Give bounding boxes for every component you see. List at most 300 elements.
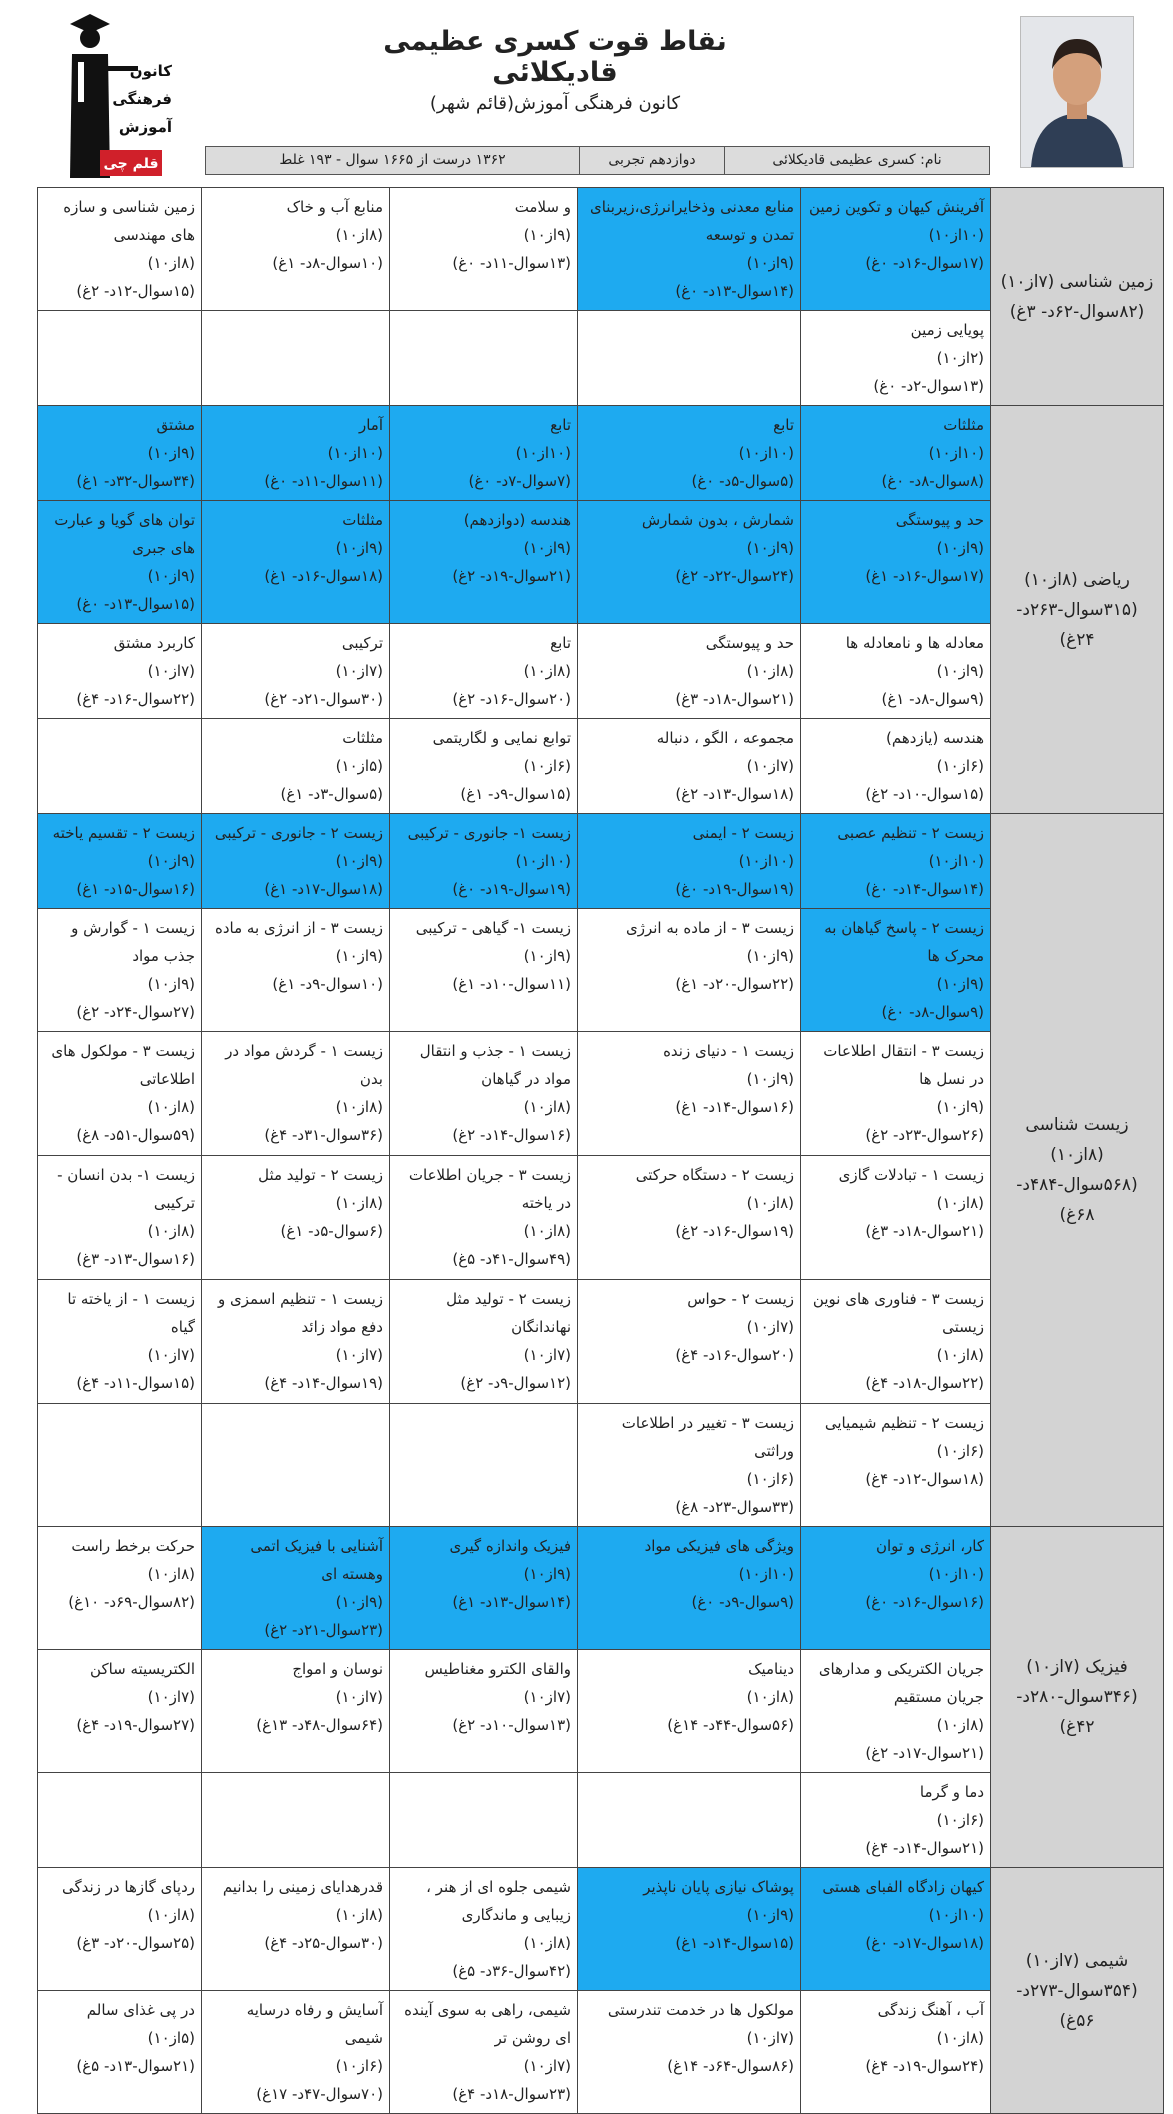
topic-stats: (۱۵سوال-۱۳د- ۰غ) — [76, 595, 195, 613]
topic-stats: (۲۳سوال-۱۸د- ۴غ) — [452, 2085, 571, 2103]
topic-name: شمارش ، بدون شمارش — [641, 511, 794, 529]
topic-name: مثلثات — [943, 416, 984, 434]
topic-cell — [202, 1650, 390, 1773]
topic-name: شیمی، راهی به سوی آینده ای روشن تر — [404, 2001, 571, 2047]
topic-stats: (۱۴سوال-۱۳د- ۰غ) — [675, 282, 794, 300]
topic-score: (۶از۱۰) — [936, 1442, 984, 1460]
topic-name: زیست ۱ - دنیای زنده — [663, 1042, 794, 1060]
topic-name: زیست ۱ - از یاخته تا گیاه — [67, 1290, 195, 1336]
logo-line2: فرهنگی — [112, 90, 172, 108]
topic-stats: (۲۲سوال-۲۰د- ۱غ) — [675, 975, 794, 993]
topic-cell — [578, 624, 801, 719]
topic-name: زیست ۲ - تنظیم عصبی — [837, 824, 984, 842]
topic-name: توابع نمایی و لگاریتمی — [432, 729, 571, 747]
topic-stats: (۲۷سوال-۲۴د- ۲غ) — [76, 1003, 195, 1021]
table-row — [38, 814, 1164, 909]
topic-cell — [801, 624, 991, 719]
topic-name: زیست ۲ - پاسخ گیاهان به محرک ها — [824, 919, 984, 965]
topic-stats: (۲۰سوال-۱۶د- ۲غ) — [452, 690, 571, 708]
topic-stats: (۲۲سوال-۱۸د- ۴غ) — [865, 1374, 984, 1392]
topic-cell — [801, 814, 991, 909]
topic-score: (۸از۱۰) — [147, 1222, 195, 1240]
topic-name: فیزیک واندازه گیری — [449, 1537, 571, 1555]
topic-score: (۹از۱۰) — [746, 539, 794, 557]
topic-stats: (۲۱سوال-۱۸د- ۳غ) — [865, 1222, 984, 1240]
topic-score: (۹از۱۰) — [147, 567, 195, 585]
topic-cell — [202, 814, 390, 909]
topic-name: نوسان و امواج — [292, 1660, 383, 1678]
topic-name: دینامیک — [748, 1660, 794, 1678]
topic-score: (۹از۱۰) — [335, 852, 383, 870]
topic-stats: (۲۱سوال-۱۹د- ۲غ) — [452, 567, 571, 585]
topic-cell — [390, 624, 578, 719]
topic-stats: (۵سوال-۳د- ۱غ) — [280, 785, 383, 803]
topic-score: (۸از۱۰) — [746, 1688, 794, 1706]
topic-stats: (۱۴سوال-۱۴د- ۰غ) — [865, 880, 984, 898]
empty-cell — [202, 1773, 390, 1868]
topic-stats: (۱۶سوال-۱۶د- ۰غ) — [865, 1593, 984, 1611]
topic-stats: (۱۶سوال-۱۳د- ۳غ) — [76, 1250, 195, 1268]
topic-cell — [38, 1650, 202, 1773]
topic-score: (۹از۱۰) — [147, 975, 195, 993]
topic-name: توان های گویا و عبارت های جبری — [54, 511, 195, 557]
topic-cell — [38, 1156, 202, 1280]
topic-cell — [578, 719, 801, 814]
topic-score: (۷از۱۰) — [746, 2029, 794, 2047]
topic-stats: (۲۶سوال-۲۳د- ۲غ) — [865, 1126, 984, 1144]
topic-cell — [390, 1156, 578, 1280]
empty-cell — [390, 311, 578, 406]
topic-name: زیست ۳ - از انرژی به ماده — [215, 919, 383, 937]
topic-score: (۸از۱۰) — [936, 1194, 984, 1212]
topic-stats: (۱۰سوال-۸د- ۱غ) — [272, 254, 383, 272]
topic-name: و سلامت — [514, 198, 571, 216]
topic-name: مجموعه ، الگو ، دنباله — [656, 729, 794, 747]
topic-cell — [38, 1032, 202, 1156]
strengths-table — [37, 187, 1164, 2114]
topic-score: (۹از۱۰) — [523, 539, 571, 557]
empty-cell — [38, 311, 202, 406]
subtitle: کانون فرهنگی آموزش(قائم شهر) — [429, 93, 681, 114]
topic-score: (۷از۱۰) — [523, 1346, 571, 1364]
topic-cell — [202, 1527, 390, 1650]
topic-cell — [578, 1280, 801, 1404]
topic-cell — [390, 406, 578, 501]
topic-score: (۸از۱۰) — [523, 1934, 571, 1952]
topic-stats: (۱۹سوال-۱۴د- ۴غ) — [264, 1374, 383, 1392]
topic-cell — [38, 814, 202, 909]
student-portrait-icon — [1021, 17, 1133, 167]
topic-score: (۹از۱۰) — [936, 539, 984, 557]
topic-score: (۸از۱۰) — [335, 1906, 383, 1924]
topic-stats: (۵سوال-۵د- ۰غ) — [691, 472, 794, 490]
topic-name: مولکول ها در خدمت تندرستی — [607, 2001, 794, 2019]
topic-name: زیست ۱ - جذب و انتقال مواد در گیاهان — [419, 1042, 571, 1088]
topic-score: (۹از۱۰) — [746, 254, 794, 272]
topic-score: (۹از۱۰) — [936, 975, 984, 993]
topic-cell — [801, 909, 991, 1032]
topic-name: والقای الکترو مغناطیس — [424, 1660, 571, 1678]
topic-stats: (۲۷سوال-۱۹د- ۴غ) — [76, 1716, 195, 1734]
topic-name: الکتریسیته ساکن — [90, 1660, 195, 1678]
topic-name: زیست ۲ - تولید مثل نهاندانگان — [446, 1290, 571, 1336]
topic-stats: (۱۷سوال-۱۶د- ۰غ) — [865, 254, 984, 272]
topic-score: (۹از۱۰) — [746, 947, 794, 965]
topic-score: (۲از۱۰) — [936, 349, 984, 367]
topic-score: (۹از۱۰) — [147, 444, 195, 462]
topic-score: (۸از۱۰) — [147, 1906, 195, 1924]
topic-score: (۵از۱۰) — [335, 757, 383, 775]
topic-score: (۶از۱۰) — [936, 1811, 984, 1829]
topic-cell — [38, 624, 202, 719]
topic-cell — [390, 1650, 578, 1773]
topic-cell — [390, 1991, 578, 2114]
topic-stats: (۴۹سوال-۴۱د- ۵غ) — [452, 1250, 571, 1268]
topic-score: (۹از۱۰) — [523, 947, 571, 965]
table-row — [38, 1868, 1164, 1991]
topic-stats: (۱۵سوال-۱۲د- ۲غ) — [76, 282, 195, 300]
topic-name: زیست ۱ - گردش مواد در بدن — [225, 1042, 383, 1088]
topic-stats: (۱۱سوال-۱۰د- ۱غ) — [452, 975, 571, 993]
topic-cell — [578, 1527, 801, 1650]
topic-score: (۹از۱۰) — [523, 1565, 571, 1583]
topic-stats: (۱۵سوال-۱۰د- ۲غ) — [865, 785, 984, 803]
subject-cell: فیزیک (۷از۱۰) (۳۴۶سوال-۲۸۰د- ۴۲غ) — [991, 1527, 1164, 1868]
report-header — [0, 0, 1173, 180]
topic-score: (۱۰از۱۰) — [515, 444, 571, 462]
topic-score: (۸از۱۰) — [335, 226, 383, 244]
topic-score: (۷از۱۰) — [147, 1688, 195, 1706]
topic-score: (۱۰از۱۰) — [928, 852, 984, 870]
topic-score: (۱۰از۱۰) — [738, 1565, 794, 1583]
topic-stats: (۸۲سوال-۶۹د- ۱۰غ) — [68, 1593, 195, 1611]
empty-cell — [578, 1773, 801, 1868]
topic-name: ویژگی های فیزیکی مواد — [644, 1537, 794, 1555]
topic-name: حرکت برخط راست — [71, 1537, 195, 1555]
topic-cell — [801, 719, 991, 814]
topic-cell — [202, 719, 390, 814]
topic-score: (۱۰از۱۰) — [928, 1906, 984, 1924]
empty-cell — [578, 311, 801, 406]
topic-cell — [578, 1650, 801, 1773]
topic-name: زیست ۳ - جریان اطلاعات در یاخته — [408, 1166, 571, 1212]
topic-cell — [578, 1404, 801, 1527]
topic-name: هندسه (دوازدهم) — [463, 511, 571, 529]
topic-score: (۷از۱۰) — [335, 1346, 383, 1364]
student-info-bar — [205, 146, 990, 175]
topic-stats: (۱۹سوال-۱۹د- ۰غ) — [675, 880, 794, 898]
topic-stats: (۱۲سوال-۹د- ۲غ) — [460, 1374, 571, 1392]
topic-name: جریان الکتریکی و مدارهای جریان مستقیم — [818, 1660, 984, 1706]
topic-cell — [801, 1280, 991, 1404]
topic-stats: (۱۸سوال-۱۲د- ۴غ) — [865, 1470, 984, 1488]
topic-cell — [801, 1773, 991, 1868]
topic-name: حد و پیوستگی — [895, 511, 984, 529]
topic-cell — [38, 1868, 202, 1991]
topic-cell — [38, 1280, 202, 1404]
topic-stats: (۱۳سوال-۲د- ۰غ) — [873, 377, 984, 395]
topic-stats: (۲۱سوال-۱۸د- ۳غ) — [675, 690, 794, 708]
topic-cell — [801, 1991, 991, 2114]
topic-name: زیست ۲ - تقسیم یاخته — [52, 824, 195, 842]
topic-stats: (۱۱سوال-۱۱د- ۰غ) — [264, 472, 383, 490]
topic-cell — [202, 1868, 390, 1991]
topic-name: زیست ۱- گیاهی - ترکیبی — [415, 919, 571, 937]
subject-cell: زمین شناسی (۷از۱۰) (۸۲سوال-۶۲د- ۳غ) — [991, 188, 1164, 406]
topic-cell — [390, 814, 578, 909]
topic-score: (۷از۱۰) — [147, 662, 195, 680]
topic-stats: (۵۶سوال-۴۴د- ۱۴غ) — [667, 1716, 794, 1734]
topic-name: زیست ۲ - حواس — [687, 1290, 794, 1308]
topic-name: تابع — [550, 634, 571, 652]
topic-cell — [578, 1156, 801, 1280]
topic-score: (۱۰از۱۰) — [738, 444, 794, 462]
topic-stats: (۱۵سوال-۱۱د- ۴غ) — [76, 1374, 195, 1392]
empty-cell — [202, 311, 390, 406]
topic-cell — [202, 1280, 390, 1404]
empty-cell — [390, 1404, 578, 1527]
topic-cell — [801, 501, 991, 624]
topic-score: (۸از۱۰) — [746, 1194, 794, 1212]
topic-cell — [390, 501, 578, 624]
empty-cell — [202, 1404, 390, 1527]
topic-stats: (۲۴سوال-۱۹د- ۴غ) — [865, 2057, 984, 2075]
topic-score: (۱۰از۱۰) — [515, 852, 571, 870]
topic-name: منابع آب و خاک — [286, 198, 383, 216]
topic-score: (۹از۱۰) — [746, 1906, 794, 1924]
student-photo — [1020, 16, 1134, 168]
topic-stats: (۱۸سوال-۱۶د- ۱غ) — [264, 567, 383, 585]
topic-cell — [38, 406, 202, 501]
topic-cell — [38, 188, 202, 311]
topic-name: تابع — [773, 416, 794, 434]
empty-cell — [38, 1404, 202, 1527]
topic-score: (۸از۱۰) — [936, 2029, 984, 2047]
topic-cell — [801, 1868, 991, 1991]
student-name: نام: کسری عظیمی قادیکلائی — [724, 147, 989, 174]
topic-cell — [390, 1868, 578, 1991]
topic-cell — [202, 501, 390, 624]
topic-score: (۹از۱۰) — [746, 1070, 794, 1088]
topic-score: (۱۰از۱۰) — [928, 444, 984, 462]
topic-stats: (۱۶سوال-۱۴د- ۲غ) — [452, 1126, 571, 1144]
topic-score: (۹از۱۰) — [335, 1593, 383, 1611]
topic-score: (۷از۱۰) — [335, 1688, 383, 1706]
topic-cell — [202, 1156, 390, 1280]
topic-score: (۸از۱۰) — [746, 662, 794, 680]
topic-score: (۷از۱۰) — [523, 2057, 571, 2075]
topic-score: (۸از۱۰) — [335, 1194, 383, 1212]
topic-stats: (۷سوال-۷د- ۰غ) — [468, 472, 571, 490]
topic-stats: (۱۸سوال-۱۷د- ۰غ) — [865, 1934, 984, 1952]
topic-stats: (۱۳سوال-۱۰د- ۲غ) — [452, 1716, 571, 1734]
topic-name: در پی غذای سالم — [86, 2001, 195, 2019]
topic-score: (۵از۱۰) — [147, 2029, 195, 2047]
topic-cell — [578, 1032, 801, 1156]
topic-stats: (۱۹سوال-۱۶د- ۲غ) — [675, 1222, 794, 1240]
topic-name: زیست ۱- جانوری - ترکیبی — [407, 824, 571, 842]
topic-cell — [202, 188, 390, 311]
topic-name: هندسه (یازدهم) — [886, 729, 984, 747]
topic-score: (۱۰از۱۰) — [928, 226, 984, 244]
topic-cell — [390, 909, 578, 1032]
empty-cell — [390, 1773, 578, 1868]
topic-name: کیهان زادگاه الفبای هستی — [822, 1878, 984, 1896]
topic-cell — [578, 1868, 801, 1991]
topic-score: (۷از۱۰) — [147, 1346, 195, 1364]
topic-cell — [801, 1156, 991, 1280]
topic-score: (۸از۱۰) — [936, 1346, 984, 1364]
topic-score: (۸از۱۰) — [147, 254, 195, 272]
topic-stats: (۱۰سوال-۹د- ۱غ) — [272, 975, 383, 993]
logo-badge-text: قلم چی — [103, 156, 159, 172]
topic-stats: (۲۵سوال-۲۰د- ۳غ) — [76, 1934, 195, 1952]
topic-name: زیست ۳ - تغییر در اطلاعات وراثتی — [621, 1414, 794, 1460]
empty-cell — [38, 719, 202, 814]
empty-cell — [38, 1773, 202, 1868]
topic-cell — [390, 1032, 578, 1156]
topic-name: زیست ۲ - جانوری - ترکیبی — [214, 824, 383, 842]
topic-stats: (۱۸سوال-۱۷د- ۱غ) — [264, 880, 383, 898]
topic-cell — [38, 501, 202, 624]
topic-cell — [578, 501, 801, 624]
topic-name: زیست ۱ - تبادلات گازی — [838, 1166, 984, 1184]
topic-name: آشنایی با فیزیک اتمی وهسته ای — [250, 1537, 383, 1583]
topic-score: (۷از۱۰) — [523, 1688, 571, 1706]
topic-stats: (۱۸سوال-۱۳د- ۲غ) — [675, 785, 794, 803]
topic-stats: (۱۳سوال-۱۱د- ۰غ) — [452, 254, 571, 272]
topic-score: (۸از۱۰) — [523, 1222, 571, 1240]
topic-stats: (۶سوال-۵د- ۱غ) — [280, 1222, 383, 1240]
topic-name: ردپای گازها در زندگی — [61, 1878, 195, 1896]
student-grade: دوازدهم تجربی — [579, 147, 724, 174]
topic-cell — [38, 909, 202, 1032]
topic-name: کار، انرژی و توان — [875, 1537, 984, 1555]
topic-stats: (۲۲سوال-۱۶د- ۴غ) — [76, 690, 195, 708]
overall-summary: ۱۳۶۲ درست از ۱۶۶۵ سوال - ۱۹۳ غلط — [279, 152, 506, 168]
topic-stats: (۵۹سوال-۵۱د- ۸غ) — [76, 1126, 195, 1144]
topic-stats: (۳۰سوال-۲۵د- ۴غ) — [264, 1934, 383, 1952]
topic-score: (۹از۱۰) — [147, 852, 195, 870]
topic-stats: (۷۰سوال-۴۷د- ۱۷غ) — [256, 2085, 383, 2103]
topic-score: (۶از۱۰) — [936, 757, 984, 775]
topic-stats: (۶۴سوال-۴۸د- ۱۳غ) — [256, 1716, 383, 1734]
topic-stats: (۳۰سوال-۲۱د- ۲غ) — [264, 690, 383, 708]
topic-name: دما و گرما — [919, 1783, 984, 1801]
topic-cell — [202, 909, 390, 1032]
topic-name: مشتق — [156, 416, 195, 434]
topic-cell — [390, 1280, 578, 1404]
topic-cell — [578, 406, 801, 501]
topic-stats: (۴۲سوال-۳۶د- ۵غ) — [452, 1962, 571, 1980]
subject-cell: زیست شناسی (۸از۱۰) (۵۶۸سوال-۴۸۴د- ۶۸غ) — [991, 814, 1164, 1527]
topic-cell — [801, 188, 991, 311]
topic-name: ترکیبی — [341, 634, 383, 652]
topic-stats: (۳۴سوال-۳۲د- ۱غ) — [76, 472, 195, 490]
topic-score: (۸از۱۰) — [523, 662, 571, 680]
topic-name: زیست ۳ - مولکول های اطلاعاتی — [51, 1042, 195, 1088]
topic-name: آسایش و رفاه درسایه شیمی — [246, 2001, 383, 2047]
topic-name: زیست ۱ - تنظیم اسمزی و دفع مواد زائد — [217, 1290, 383, 1336]
topic-name: زیست ۲ - تنظیم شیمیایی — [824, 1414, 984, 1432]
topic-stats: (۱۴سوال-۱۳د- ۱غ) — [452, 1593, 571, 1611]
topic-cell — [390, 188, 578, 311]
topic-name: آمار — [358, 416, 383, 434]
topic-cell — [390, 1527, 578, 1650]
topic-score: (۱۰از۱۰) — [738, 852, 794, 870]
topic-stats: (۹سوال-۸د- ۱غ) — [881, 690, 984, 708]
topic-cell — [578, 909, 801, 1032]
topic-name: مثلثات — [342, 729, 383, 747]
topic-score: (۷از۱۰) — [746, 757, 794, 775]
topic-name: زیست ۲ - دستگاه حرکتی — [635, 1166, 794, 1184]
topic-cell — [578, 1991, 801, 2114]
topic-stats: (۳۶سوال-۳۱د- ۴غ) — [264, 1126, 383, 1144]
kanoon-logo — [60, 6, 200, 178]
topic-stats: (۲۳سوال-۲۱د- ۲غ) — [264, 1621, 383, 1639]
topic-cell — [801, 311, 991, 406]
topic-score: (۷از۱۰) — [746, 1318, 794, 1336]
topic-score: (۹از۱۰) — [936, 662, 984, 680]
topic-score: (۸از۱۰) — [936, 1716, 984, 1734]
topic-stats: (۱۵سوال-۱۴د- ۱غ) — [675, 1934, 794, 1952]
topic-name: زمین شناسی و سازه های مهندسی — [63, 198, 195, 244]
topic-score: (۶از۱۰) — [335, 2057, 383, 2075]
topic-cell — [801, 1032, 991, 1156]
topic-name: پویایی زمین — [910, 321, 984, 339]
topic-cell — [202, 1032, 390, 1156]
topic-score: (۷از۱۰) — [335, 662, 383, 680]
topic-stats: (۳۳سوال-۲۳د- ۸غ) — [675, 1498, 794, 1516]
topic-name: زیست ۱- بدن انسان - ترکیبی — [57, 1166, 195, 1212]
topic-cell — [202, 1991, 390, 2114]
topic-score: (۹از۱۰) — [936, 1098, 984, 1116]
topic-name: زیست ۳ - فناوری های نوین زیستی — [812, 1290, 984, 1336]
title: نقاط قوت کسری عظیمی قادیکلائی — [383, 26, 727, 88]
topic-stats: (۱۷سوال-۱۶د- ۱غ) — [865, 567, 984, 585]
topic-name: معادله ها و نامعادله ها — [845, 634, 984, 652]
topic-cell — [390, 719, 578, 814]
topic-cell — [202, 406, 390, 501]
topic-score: (۸از۱۰) — [523, 1098, 571, 1116]
topic-cell — [38, 1527, 202, 1650]
topic-stats: (۱۶سوال-۱۴د- ۱غ) — [675, 1098, 794, 1116]
topic-name: آفرینش کیهان و تکوین زمین — [809, 198, 984, 216]
topic-score: (۸از۱۰) — [147, 1098, 195, 1116]
topic-score: (۹از۱۰) — [335, 947, 383, 965]
topic-stats: (۱۹سوال-۱۹د- ۰غ) — [452, 880, 571, 898]
topic-name: زیست ۱ - گوارش و جذب مواد — [71, 919, 195, 965]
graduate-logo-icon — [60, 6, 200, 178]
topic-cell — [578, 188, 801, 311]
topic-name: زیست ۲ - تولید مثل — [258, 1166, 383, 1184]
topic-cell — [801, 1404, 991, 1527]
topic-name: زیست ۲ - ایمنی — [692, 824, 794, 842]
logo-line3: آموزش — [118, 118, 172, 136]
topic-stats: (۲۰سوال-۱۶د- ۴غ) — [675, 1346, 794, 1364]
topic-name: منابع معدنی وذخایرانرژی،زیربنای تمدن و توسعه — [589, 198, 794, 244]
logo-line1: کانون — [129, 62, 172, 80]
topic-stats: (۸سوال-۸د- ۰غ) — [881, 472, 984, 490]
subject-cell: شیمی (۷از۱۰) (۳۵۴سوال-۲۷۳د- ۵۶غ) — [991, 1868, 1164, 2114]
topic-stats: (۹سوال-۸د- ۰غ) — [881, 1003, 984, 1021]
topic-name: پوشاک نیازی پایان ناپذیر — [643, 1878, 794, 1896]
table-row — [38, 1527, 1164, 1650]
topic-score: (۸از۱۰) — [147, 1565, 195, 1583]
subject-cell: ریاضی (۸از۱۰) (۳۱۵سوال-۲۶۳د- ۲۴غ) — [991, 406, 1164, 814]
topic-stats: (۸۶سوال-۶۴د- ۱۴غ) — [667, 2057, 794, 2075]
topic-cell — [202, 624, 390, 719]
